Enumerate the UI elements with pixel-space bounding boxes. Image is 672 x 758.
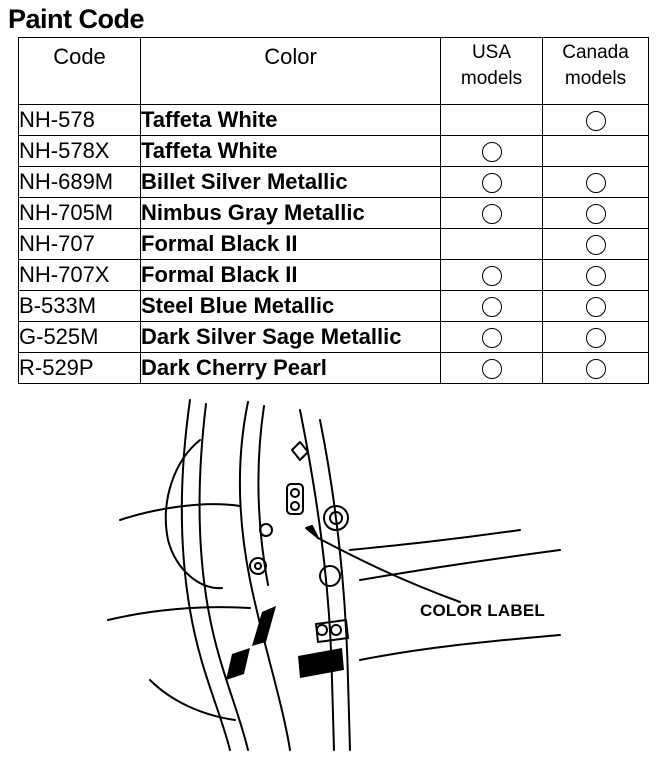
cell-canada	[543, 353, 649, 384]
table-row	[19, 229, 649, 260]
availability-circle-icon	[586, 235, 606, 255]
availability-circle-icon	[482, 142, 502, 162]
page-title: Paint Code	[8, 4, 145, 34]
header-canada-line1: Canada	[562, 42, 629, 63]
cell-color: Taffeta White	[141, 136, 441, 167]
table-row	[19, 105, 649, 136]
cell-usa	[441, 322, 543, 353]
cell-color: Dark Silver Sage Metallic	[141, 322, 441, 353]
table-row	[19, 291, 649, 322]
cell-canada	[543, 260, 649, 291]
cell-canada	[543, 198, 649, 229]
cell-canada	[543, 167, 649, 198]
cell-canada	[543, 229, 649, 260]
cell-color: Billet Silver Metallic	[141, 167, 441, 198]
availability-circle-icon	[482, 204, 502, 224]
availability-circle-icon	[586, 266, 606, 286]
cell-color: Formal Black II	[141, 260, 441, 291]
cell-code: B-533M	[19, 291, 141, 322]
cell-canada	[543, 322, 649, 353]
cell-usa	[441, 105, 543, 136]
table-header-row	[19, 38, 649, 105]
header-canada	[543, 38, 649, 105]
cell-usa	[441, 353, 543, 384]
cell-color: Steel Blue Metallic	[141, 291, 441, 322]
header-code: Code	[19, 38, 141, 105]
availability-circle-icon	[586, 173, 606, 193]
header-usa	[441, 38, 543, 105]
cell-canada	[543, 136, 649, 167]
cell-usa	[441, 229, 543, 260]
table-row	[19, 136, 649, 167]
availability-circle-icon	[586, 297, 606, 317]
availability-circle-icon	[482, 266, 502, 286]
cell-color: Taffeta White	[141, 105, 441, 136]
availability-circle-icon	[586, 359, 606, 379]
cell-code: NH-689M	[19, 167, 141, 198]
paint-code-table	[18, 37, 649, 384]
availability-circle-icon	[482, 173, 502, 193]
cell-code: R-529P	[19, 353, 141, 384]
cell-code: NH-707X	[19, 260, 141, 291]
availability-circle-icon	[482, 328, 502, 348]
cell-color: Dark Cherry Pearl	[141, 353, 441, 384]
header-canada-line2: models	[564, 68, 627, 89]
color-label-callout: COLOR LABEL	[420, 601, 545, 620]
table-row	[19, 167, 649, 198]
table-body	[19, 105, 649, 384]
cell-color: Formal Black II	[141, 229, 441, 260]
table-row	[19, 322, 649, 353]
cell-canada	[543, 105, 649, 136]
availability-circle-icon	[586, 204, 606, 224]
cell-code: G-525M	[19, 322, 141, 353]
cell-code: NH-707	[19, 229, 141, 260]
cell-canada	[543, 291, 649, 322]
cell-code: NH-578X	[19, 136, 141, 167]
cell-usa	[441, 167, 543, 198]
availability-circle-icon	[482, 359, 502, 379]
cell-code: NH-578	[19, 105, 141, 136]
availability-circle-icon	[482, 297, 502, 317]
table-row	[19, 353, 649, 384]
cell-color: Nimbus Gray Metallic	[141, 198, 441, 229]
header-usa-line2: models	[460, 68, 523, 89]
cell-usa	[441, 260, 543, 291]
door-jamb-illustration	[0, 380, 672, 758]
cell-code: NH-705M	[19, 198, 141, 229]
header-color: Color	[141, 38, 441, 105]
header-usa-line1: USA	[471, 42, 512, 63]
table-row	[19, 260, 649, 291]
availability-circle-icon	[586, 111, 606, 131]
cell-usa	[441, 136, 543, 167]
availability-circle-icon	[586, 328, 606, 348]
cell-usa	[441, 198, 543, 229]
table-row	[19, 198, 649, 229]
cell-usa	[441, 291, 543, 322]
